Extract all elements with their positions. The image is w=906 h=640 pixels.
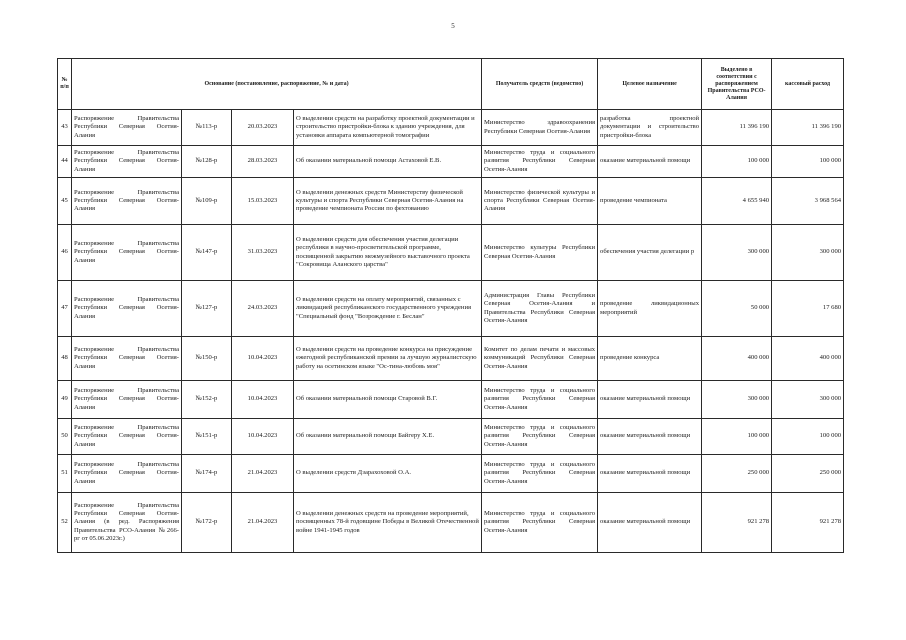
cash-expense: 921 278 bbox=[772, 493, 844, 553]
basis-subject: О выделении средств для обеспечения участия делегации республики в научно-просветительской программе, посвященной закрытию межмузейного выставочного проекта "Сокровища Аланского царства" bbox=[294, 225, 482, 281]
recipient: Министерство труда и социального развития Республики Северная Осетия-Алания bbox=[482, 455, 598, 493]
table-row bbox=[58, 337, 844, 381]
basis-date: 10.04.2023 bbox=[232, 337, 294, 381]
basis-document: Распоряжение Правительства Республики Северная Осетия-Алания bbox=[72, 225, 182, 281]
basis-number: №109-р bbox=[182, 178, 232, 225]
allocated-amount: 300 000 bbox=[702, 381, 772, 419]
table-header-row bbox=[58, 59, 844, 110]
table-row bbox=[58, 225, 844, 281]
recipient: Министерство труда и социального развития Республики Северная Осетия-Алания bbox=[482, 493, 598, 553]
cash-expense: 300 000 bbox=[772, 225, 844, 281]
header-cash: кассовый расход bbox=[772, 59, 844, 110]
table-row bbox=[58, 281, 844, 337]
purpose: оказание материальной помощи bbox=[598, 419, 702, 455]
cash-expense: 11 396 190 bbox=[772, 110, 844, 146]
purpose: разработка проектной документации и строительство пристройки-блока bbox=[598, 110, 702, 146]
basis-number: №172-р bbox=[182, 493, 232, 553]
cash-expense: 400 000 bbox=[772, 337, 844, 381]
cash-expense: 17 680 bbox=[772, 281, 844, 337]
purpose: проведение чемпионата bbox=[598, 178, 702, 225]
basis-document: Распоряжение Правительства Республики Северная Осетия-Алания bbox=[72, 178, 182, 225]
basis-date: 10.04.2023 bbox=[232, 419, 294, 455]
allocated-amount: 400 000 bbox=[702, 337, 772, 381]
row-number: 52 bbox=[58, 493, 72, 553]
basis-document: Распоряжение Правительства Республики Северная Осетия-Алания bbox=[72, 337, 182, 381]
row-number: 50 bbox=[58, 419, 72, 455]
header-purpose: Целевое назначение bbox=[598, 59, 702, 110]
purpose: проведение ликвидационных мероприятий bbox=[598, 281, 702, 337]
basis-subject: О выделении средств на проведение конкурса на присуждение ежегодной республиканской премии за лучшую журналистскую работу на осетинском языке "Ос-тина-любовь моя" bbox=[294, 337, 482, 381]
recipient: Министерство здравоохранения Республики Северная Осетия-Алания bbox=[482, 110, 598, 146]
row-number: 43 bbox=[58, 110, 72, 146]
recipient: Министерство труда и социального развития Республики Северная Осетия-Алания bbox=[482, 381, 598, 419]
allocated-amount: 4 655 940 bbox=[702, 178, 772, 225]
header-allocated: Выделено в соответствии с распоряжением Правительства РСО-Алания bbox=[702, 59, 772, 110]
basis-subject: Об оказании материальной помощи Астаховой Е.В. bbox=[294, 146, 482, 178]
cash-expense: 250 000 bbox=[772, 455, 844, 493]
table-row bbox=[58, 419, 844, 455]
recipient: Министерство труда и социального развития Республики Северная Осетия-Алания bbox=[482, 146, 598, 178]
row-number: 45 bbox=[58, 178, 72, 225]
basis-subject: О выделении денежных средств Министерству физической культуры и спорта Республики Северная Осетия-Алания на проведение чемпионата России по фехтованию bbox=[294, 178, 482, 225]
basis-subject: О выделении денежных средств на проведение мероприятий, посвященных 78-й годовщине Победы в Великой Отечественной войне 1941-1945 годов bbox=[294, 493, 482, 553]
purpose: оказание материальной помощи bbox=[598, 146, 702, 178]
row-number: 47 bbox=[58, 281, 72, 337]
cash-expense: 100 000 bbox=[772, 419, 844, 455]
row-number: 51 bbox=[58, 455, 72, 493]
basis-document: Распоряжение Правительства Республики Северная Осетия-Алания bbox=[72, 419, 182, 455]
recipient: Комитет по делам печати и массовых коммуникаций Республики Северная Осетия-Алания bbox=[482, 337, 598, 381]
purpose: оказание материальной помощи bbox=[598, 493, 702, 553]
basis-number: №128-р bbox=[182, 146, 232, 178]
cash-expense: 3 968 564 bbox=[772, 178, 844, 225]
allocated-amount: 250 000 bbox=[702, 455, 772, 493]
basis-number: №150-р bbox=[182, 337, 232, 381]
table-row bbox=[58, 493, 844, 553]
basis-number: №174-р bbox=[182, 455, 232, 493]
row-number: 48 bbox=[58, 337, 72, 381]
basis-date: 28.03.2023 bbox=[232, 146, 294, 178]
basis-subject: Об оказании материальной помощи Байгеру Х.Е. bbox=[294, 419, 482, 455]
basis-document: Распоряжение Правительства Республики Северная Осетия-Алания bbox=[72, 381, 182, 419]
table-row bbox=[58, 381, 844, 419]
basis-document: Распоряжение Правительства Республики Северная Осетия-Алания bbox=[72, 146, 182, 178]
table-row bbox=[58, 455, 844, 493]
recipient: Министерство труда и социального развития Республики Северная Осетия-Алания bbox=[482, 419, 598, 455]
basis-date: 21.04.2023 bbox=[232, 493, 294, 553]
funds-allocation-table bbox=[57, 58, 844, 553]
basis-subject: О выделении средств на оплату мероприятий, связанных с ликвидацией республиканского государственного учреждения "Специальный фонд "Возрождение г. Беслан" bbox=[294, 281, 482, 337]
basis-date: 15.03.2023 bbox=[232, 178, 294, 225]
basis-document: Распоряжение Правительства Республики Северная Осетия-Алания bbox=[72, 455, 182, 493]
basis-number: №152-р bbox=[182, 381, 232, 419]
basis-document: Распоряжение Правительства Республики Северная Осетия-Алания bbox=[72, 110, 182, 146]
row-number: 44 bbox=[58, 146, 72, 178]
recipient: Министерство физической культуры и спорта Республики Северная Осетия-Алания bbox=[482, 178, 598, 225]
purpose: оказание материальной помощи bbox=[598, 381, 702, 419]
basis-document: Распоряжение Правительства Республики Северная Осетия-Алания bbox=[72, 281, 182, 337]
table-row bbox=[58, 110, 844, 146]
allocated-amount: 11 396 190 bbox=[702, 110, 772, 146]
basis-number: №151-р bbox=[182, 419, 232, 455]
basis-document: Распоряжение Правительства Республики Северная Осетия-Алания (в ред. Распоряжения Правительства РСО-Алания №266-рг от 05.06.2023г.) bbox=[72, 493, 182, 553]
row-number: 46 bbox=[58, 225, 72, 281]
allocated-amount: 100 000 bbox=[702, 146, 772, 178]
recipient: Администрация Главы Республики Северная Осетия-Алания и Правительства Республики Северная Осетия-Алания bbox=[482, 281, 598, 337]
purpose: обеспечения участия делегации р bbox=[598, 225, 702, 281]
header-recipient: Получатель средств (ведомство) bbox=[482, 59, 598, 110]
recipient: Министерство культуры Республики Северная Осетия-Алания bbox=[482, 225, 598, 281]
header-basis: Основание (постановление, распоряжение, № и дата) bbox=[72, 59, 482, 110]
basis-date: 24.03.2023 bbox=[232, 281, 294, 337]
basis-date: 31.03.2023 bbox=[232, 225, 294, 281]
basis-date: 21.04.2023 bbox=[232, 455, 294, 493]
cash-expense: 300 000 bbox=[772, 381, 844, 419]
allocated-amount: 100 000 bbox=[702, 419, 772, 455]
table-row bbox=[58, 178, 844, 225]
basis-subject: Об оказании материальной помощи Старовой В.Г. bbox=[294, 381, 482, 419]
allocated-amount: 50 000 bbox=[702, 281, 772, 337]
allocated-amount: 921 278 bbox=[702, 493, 772, 553]
row-number: 49 bbox=[58, 381, 72, 419]
page-number: 5 bbox=[451, 22, 455, 30]
basis-subject: О выделении средств Дзарахоховой О.А. bbox=[294, 455, 482, 493]
cash-expense: 100 000 bbox=[772, 146, 844, 178]
table-row bbox=[58, 146, 844, 178]
basis-number: №147-р bbox=[182, 225, 232, 281]
basis-subject: О выделении средств на разработку проектной документации и строительство пристройки-блока к зданию учреждения, для установки аппарата компьютерной томографии bbox=[294, 110, 482, 146]
purpose: проведение конкурса bbox=[598, 337, 702, 381]
purpose: оказание материальной помощи bbox=[598, 455, 702, 493]
basis-date: 10.04.2023 bbox=[232, 381, 294, 419]
basis-number: №127-р bbox=[182, 281, 232, 337]
header-num: № п/п bbox=[58, 59, 72, 110]
basis-number: №113-р bbox=[182, 110, 232, 146]
allocated-amount: 300 000 bbox=[702, 225, 772, 281]
basis-date: 20.03.2023 bbox=[232, 110, 294, 146]
